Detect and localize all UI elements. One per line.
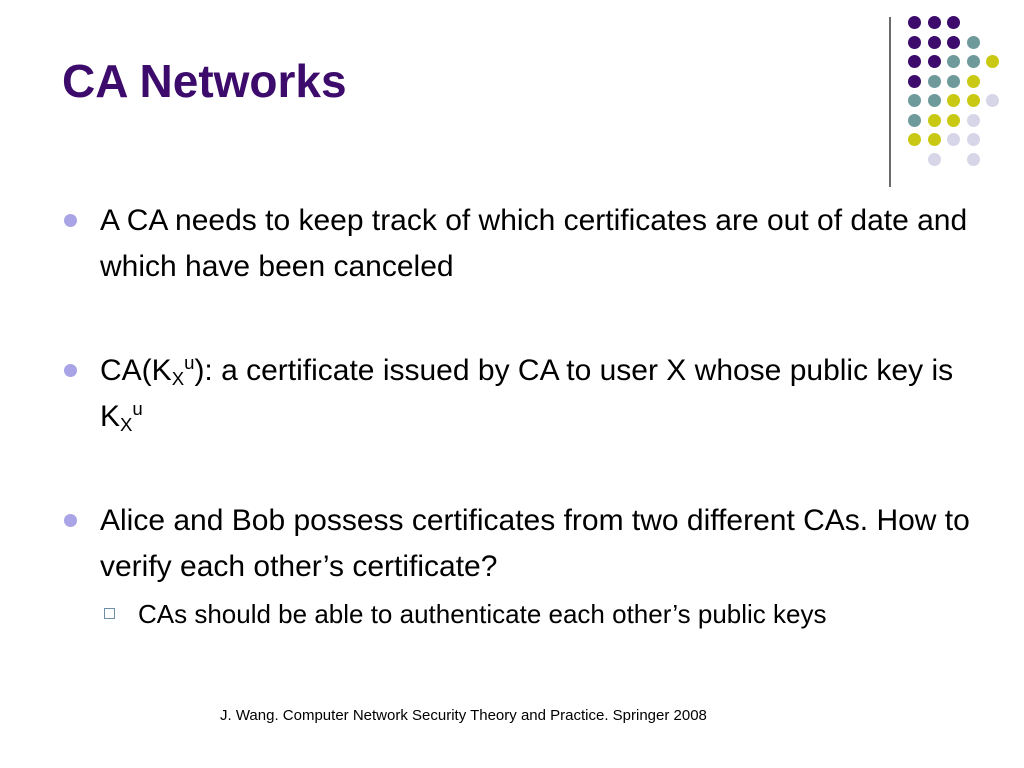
- decorative-dot-icon: [928, 114, 941, 127]
- superscript-u: u: [132, 398, 143, 420]
- bullet-item-certificate-definition: [62, 348, 972, 440]
- footer-citation: J. Wang. Computer Network Security Theory and Practice. Springer 2008: [220, 707, 707, 724]
- subscript-x: X: [120, 414, 133, 436]
- bullet-text: Alice and Bob possess certificates from two different CAs. How to verify each other’s certificate?: [100, 504, 970, 583]
- decorative-dot-icon: [967, 36, 980, 49]
- bullet-item-cross-ca-verification: [62, 498, 972, 634]
- bullet-text: [100, 352, 954, 436]
- decorative-dot-icon: [928, 153, 941, 166]
- decorative-dot-icon: [986, 94, 999, 107]
- sub-bullet-item-ca-authentication: [100, 594, 972, 634]
- decorative-dot-icon: [928, 94, 941, 107]
- sub-bullet-list: [100, 594, 972, 634]
- decorative-dot-icon: [908, 114, 921, 127]
- decorative-dot-icon: [908, 55, 921, 68]
- vertical-divider: [889, 17, 891, 187]
- decorative-dot-icon: [928, 55, 941, 68]
- slide-title: CA Networks: [62, 55, 347, 107]
- decorative-dot-icon: [967, 114, 980, 127]
- decorative-dot-icon: [967, 55, 980, 68]
- bullet-item-ca-tracking: [62, 198, 972, 290]
- square-bullet-icon: [104, 608, 115, 619]
- decorative-dot-icon: [947, 36, 960, 49]
- decorative-dot-icon: [908, 36, 921, 49]
- subscript-x: X: [171, 368, 185, 390]
- decorative-dot-icon: [928, 16, 941, 29]
- decorative-dot-icon: [967, 153, 980, 166]
- bullet-dot-icon: [64, 364, 77, 377]
- decorative-dot-icon: [908, 75, 921, 88]
- decorative-dot-icon: [928, 133, 941, 146]
- decorative-dot-icon: [947, 114, 960, 127]
- decorative-dot-icon: [928, 75, 941, 88]
- bullet-list: [62, 198, 972, 634]
- sub-bullet-text: CAs should be able to authenticate each other’s public keys: [138, 599, 827, 629]
- formula-middle-text: ): a certificate issued by CA to user X whose public key is K: [100, 354, 954, 433]
- decorative-dot-icon: [947, 133, 960, 146]
- bullet-dot-icon: [64, 214, 77, 227]
- decorative-dot-icon: [967, 75, 980, 88]
- decorative-dot-icon: [947, 16, 960, 29]
- decorative-dot-icon: [928, 36, 941, 49]
- decorative-dot-icon: [908, 94, 921, 107]
- decorative-dot-grid: [908, 16, 1008, 166]
- decorative-dot-icon: [947, 75, 960, 88]
- bullet-dot-icon: [64, 514, 77, 527]
- decorative-dot-icon: [967, 94, 980, 107]
- decorative-dot-icon: [908, 16, 921, 29]
- decorative-dot-icon: [947, 55, 960, 68]
- decorative-dot-icon: [967, 133, 980, 146]
- decorative-dot-icon: [908, 133, 921, 146]
- formula-prefix: CA(K: [100, 354, 172, 387]
- decorative-dot-icon: [986, 55, 999, 68]
- decorative-dot-icon: [947, 94, 960, 107]
- superscript-u: u: [184, 352, 195, 374]
- bullet-text: A CA needs to keep track of which certificates are out of date and which have been canceled: [100, 204, 968, 283]
